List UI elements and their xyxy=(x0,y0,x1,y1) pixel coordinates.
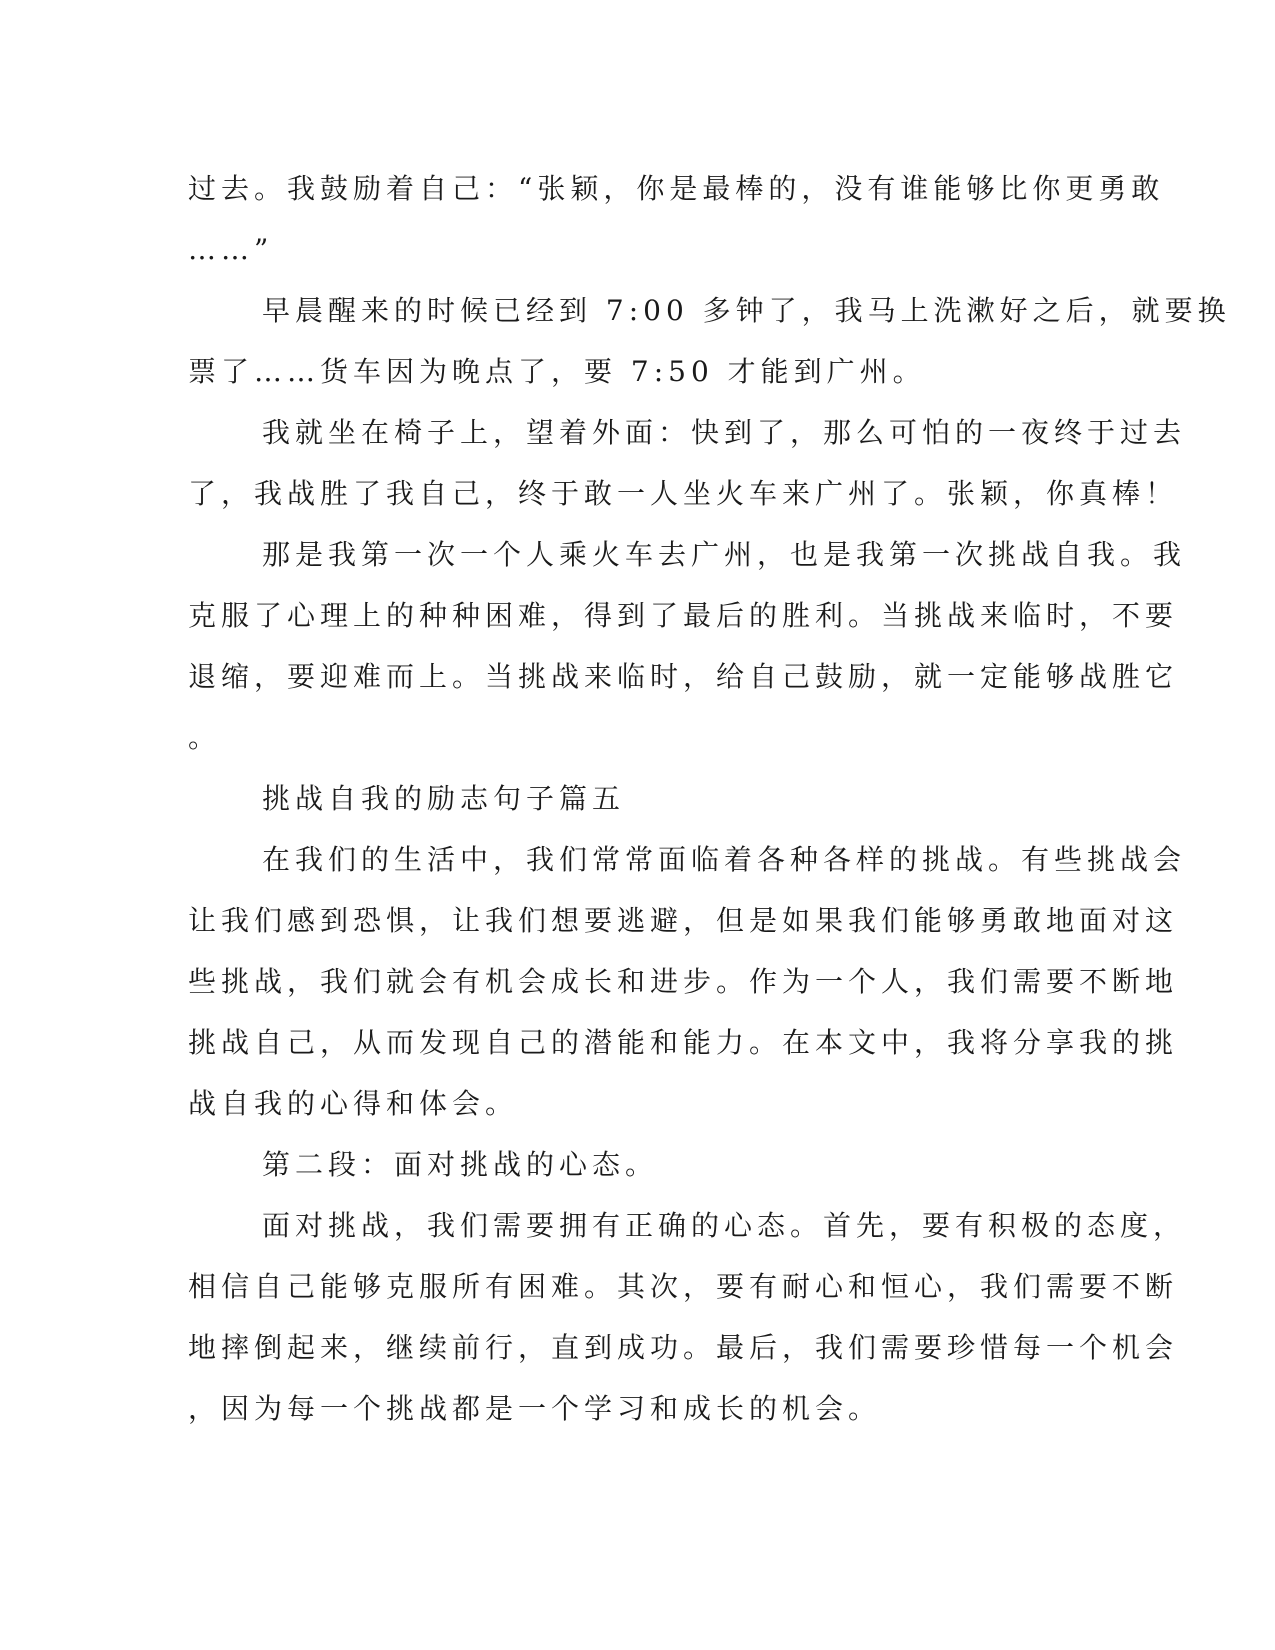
text-line: 了，我战胜了我自己，终于敢一人坐火车来广州了。张颖，你真棒！ xyxy=(188,477,1179,510)
text-line: 在我们的生活中，我们常常面临着各种各样的挑战。有些挑战会 xyxy=(262,843,1187,876)
text-line: 面对挑战，我们需要拥有正确的心态。首先，要有积极的态度， xyxy=(262,1209,1187,1242)
text-line: ……” xyxy=(188,233,274,266)
text-line: 过去。我鼓励着自己：“张颖，你是最棒的，没有谁能够比你更勇敢 xyxy=(188,172,1165,205)
text-line: 退缩，要迎难而上。当挑战来临时，给自己鼓励，就一定能够战胜它 xyxy=(188,660,1179,693)
text-line: 我就坐在椅子上，望着外面：快到了，那么可怕的一夜终于过去 xyxy=(262,416,1187,449)
text-line: 。 xyxy=(188,721,222,754)
text-line: 挑战自我的励志句子篇五 xyxy=(262,782,626,815)
text-line: 相信自己能够克服所有困难。其次，要有耐心和恒心，我们需要不断 xyxy=(188,1270,1179,1303)
text-line: 那是我第一次一个人乘火车去广州，也是我第一次挑战自我。我 xyxy=(262,538,1187,571)
document-body xyxy=(188,158,1231,1439)
text-line: 票了……货车因为晚点了，要 7:50 才能到广州。 xyxy=(188,355,926,388)
text-line: 早晨醒来的时候已经到 7:00 多钟了，我马上洗漱好之后，就要换 xyxy=(262,294,1231,327)
text-line: 让我们感到恐惧，让我们想要逃避，但是如果我们能够勇敢地面对这 xyxy=(188,904,1179,937)
text-line: ，因为每一个挑战都是一个学习和成长的机会。 xyxy=(188,1392,882,1425)
text-line: 战自我的心得和体会。 xyxy=(188,1087,519,1120)
text-line: 些挑战，我们就会有机会成长和进步。作为一个人，我们需要不断地 xyxy=(188,965,1179,998)
text-line: 挑战自己，从而发现自己的潜能和能力。在本文中，我将分享我的挑 xyxy=(188,1026,1179,1059)
text-line: 第二段：面对挑战的心态。 xyxy=(262,1148,659,1181)
text-line: 地摔倒起来，继续前行，直到成功。最后，我们需要珍惜每一个机会 xyxy=(188,1331,1179,1364)
text-line: 克服了心理上的种种困难，得到了最后的胜利。当挑战来临时，不要 xyxy=(188,599,1179,632)
